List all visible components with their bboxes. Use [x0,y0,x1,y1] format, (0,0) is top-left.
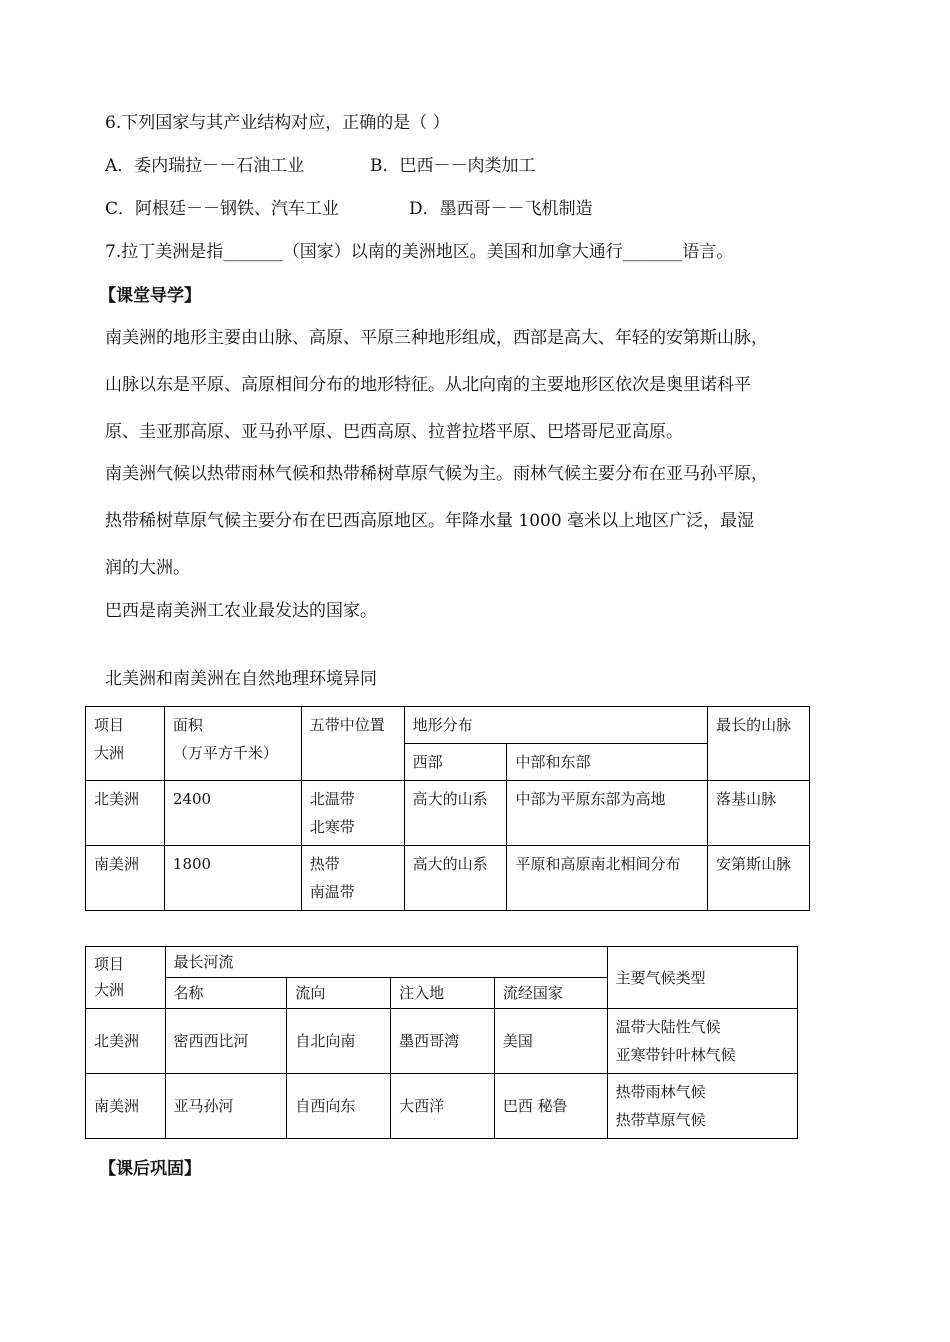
table1-row1-west: 高大的山系 [404,781,507,846]
guide-para2-line2: 热带稀树草原气候主要分布在巴西高原地区。年降水量 1000 毫米以上地区广泛，最湿 [105,511,755,531]
table2-row1-into: 墨西哥湾 [391,1009,495,1074]
table2-row1-name: 北美洲 [86,1009,166,1074]
question-6-option-b: B．巴西－－肉类加工 [370,156,536,176]
table-rivers-climate [85,946,798,1139]
table2-row1-climate: 温带大陆性气候 亚寒带针叶林气候 [607,1009,797,1074]
table1-header-item: 项目 大洲 [86,707,165,781]
table2-header-countries: 流经国家 [494,978,607,1009]
class-guide-heading: 【课堂导学】 [99,286,201,306]
table1-row2-area: 1800 [164,846,301,911]
table-row [86,1074,798,1139]
question-7: 7.拉丁美洲是指_______（国家）以南的美洲地区。美国和加拿大通行_______语言。 [105,242,734,262]
table2-header-river: 最长河流 [165,947,607,978]
table1-row1-mideast: 中部为平原东部为高地 [507,781,708,846]
table1-row2-zone: 热带 南温带 [301,846,404,911]
table1-row1-area: 2400 [164,781,301,846]
table2-row2-name: 南美洲 [86,1074,166,1139]
table-row [86,846,810,911]
table-row [86,1009,798,1074]
table1-header-mountain: 最长的山脉 [708,707,810,781]
table1-row1-name: 北美洲 [86,781,165,846]
guide-para2-line1: 南美洲气候以热带雨林气候和热带稀树草原气候为主。雨林气候主要分布在亚马孙平原， [105,464,768,484]
table2-header-name: 名称 [165,978,287,1009]
question-6-stem: 6.下列国家与其产业结构对应，正确的是（ ） [105,113,450,133]
after-class-heading: 【课后巩固】 [99,1159,201,1179]
table1-header-west: 西部 [404,744,507,781]
table1-caption: 北美洲和南美洲在自然地理环境异同 [105,669,377,689]
table1-row1-zone: 北温带 北寒带 [301,781,404,846]
guide-para1-line1: 南美洲的地形主要由山脉、高原、平原三种地形组成，西部是高大、年轻的安第斯山脉， [105,328,768,348]
table2-row1-river: 密西西比河 [165,1009,287,1074]
table1-header-terrain: 地形分布 [404,707,708,744]
table2-row1-countries: 美国 [494,1009,607,1074]
table1-header-mideast: 中部和东部 [507,744,708,781]
table1-row2-mountain: 安第斯山脉 [708,846,810,911]
table2-header-item: 项目 大洲 [86,947,166,1009]
table1-header-zone: 五带中位置 [301,707,404,781]
table2-header-climate: 主要气候类型 [607,947,797,1009]
guide-para2-line3: 润的大洲。 [105,558,190,578]
table2-row2-climate: 热带雨林气候 热带草原气候 [607,1074,797,1139]
guide-para1-line2: 山脉以东是平原、高原相间分布的地形特征。从北向南的主要地形区依次是奥里诺科平 [105,375,751,395]
table-row [86,781,810,846]
table2-row2-flow: 自西向东 [287,1074,391,1139]
table-north-south-america-nature [85,706,810,911]
table2-row1-flow: 自北向南 [287,1009,391,1074]
guide-para3: 巴西是南美洲工农业最发达的国家。 [105,601,377,621]
question-6-option-c: C．阿根廷－－钢铁、汽车工业 [105,199,340,219]
question-6-option-a: A．委内瑞拉－－石油工业 [105,156,305,176]
guide-para1-line3: 原、圭亚那高原、亚马孙平原、巴西高原、拉普拉塔平原、巴塔哥尼亚高原。 [105,422,683,442]
table2-row2-into: 大西洋 [391,1074,495,1139]
table2-row2-countries: 巴西 秘鲁 [494,1074,607,1139]
table1-row2-name: 南美洲 [86,846,165,911]
table2-row2-river: 亚马孙河 [165,1074,287,1139]
table1-row2-mideast: 平原和高原南北相间分布 [507,846,708,911]
table1-row2-west: 高大的山系 [404,846,507,911]
table2-header-flow: 流向 [287,978,391,1009]
table1-row1-mountain: 落基山脉 [708,781,810,846]
table2-header-into: 注入地 [391,978,495,1009]
table1-header-area: 面积 （万平方千米） [164,707,301,781]
question-6-option-d: D．墨西哥－－飞机制造 [409,199,593,219]
